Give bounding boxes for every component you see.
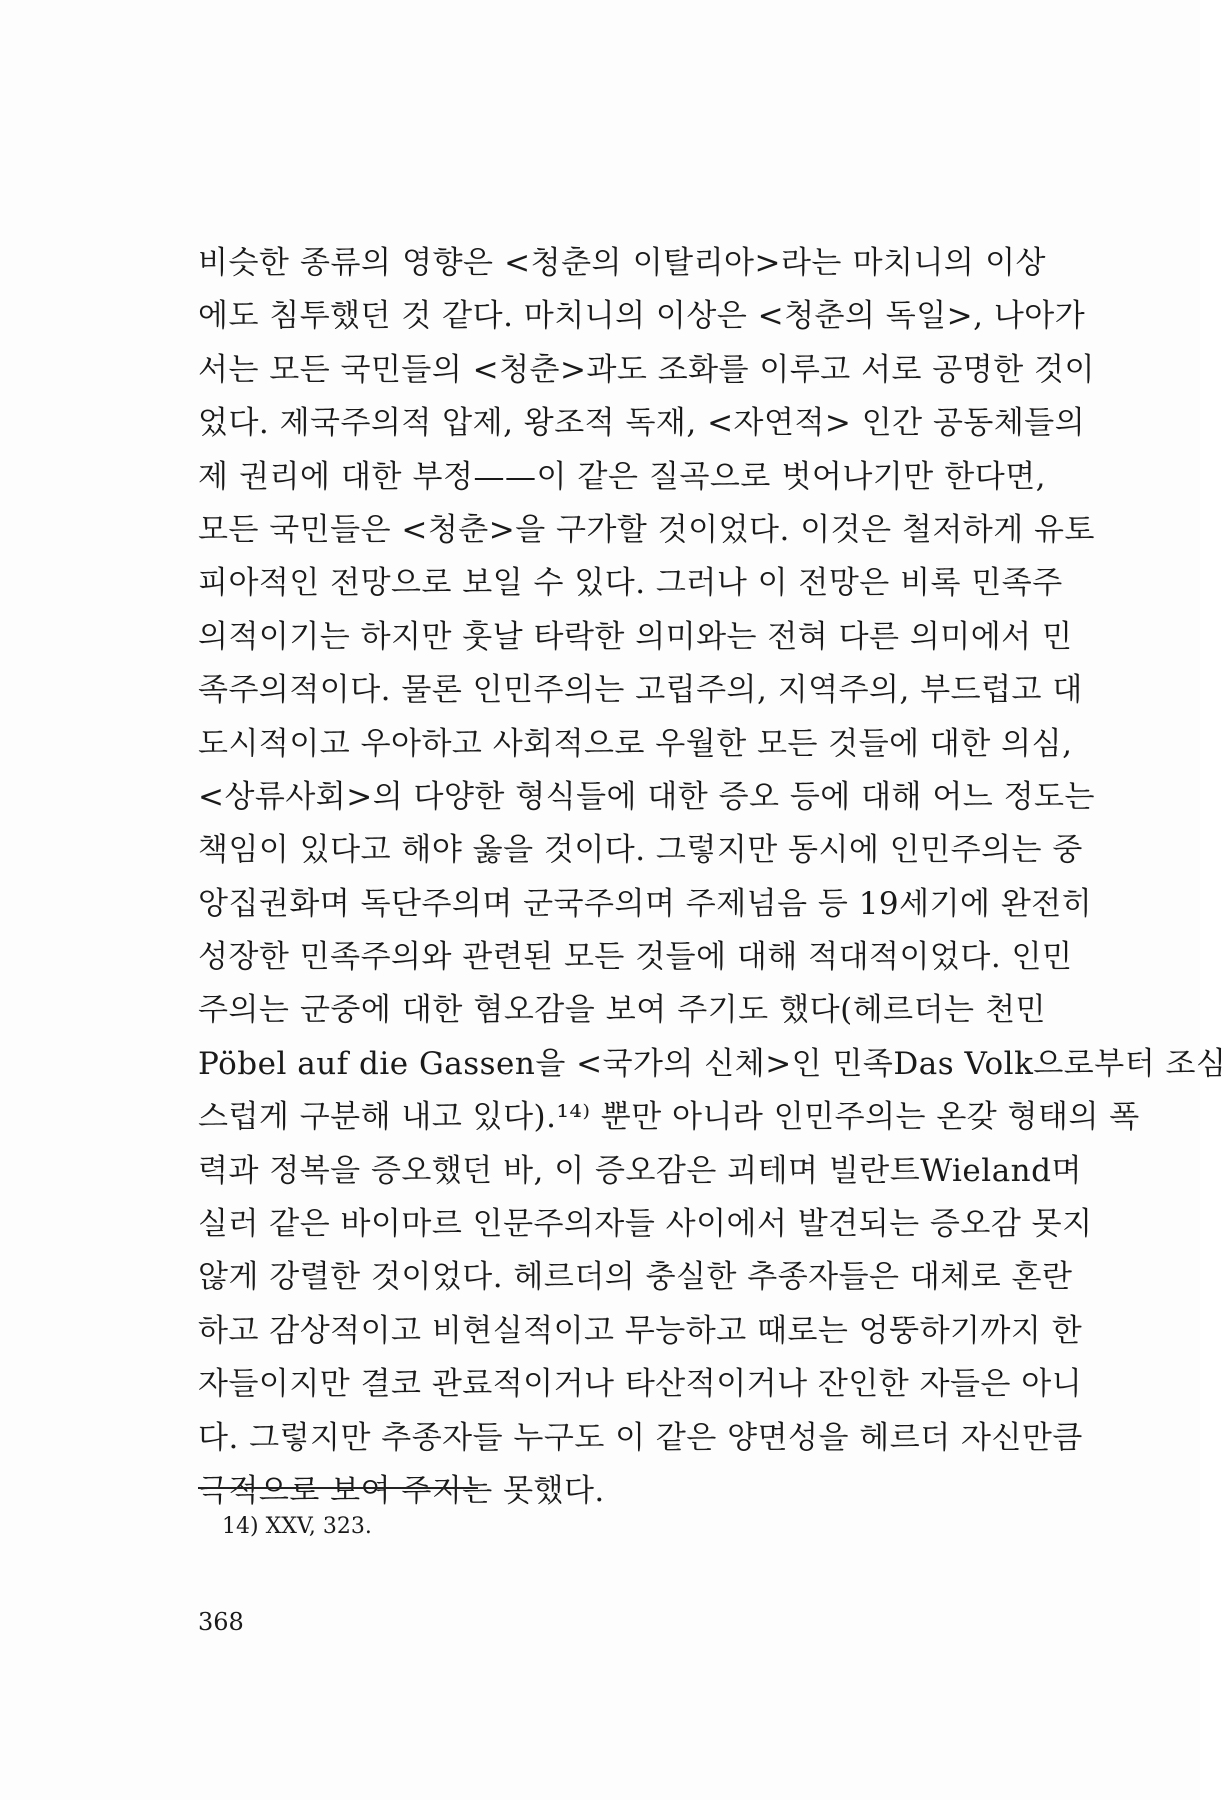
text-line: 모든 국민들은 <청춘>을 구가할 것이었다. 이것은 철저하게 유토	[198, 511, 1095, 548]
text-line: <상류사회>의 다양한 형식들에 대한 증오 등에 대해 어느 정도는	[198, 778, 1095, 815]
text-line: 에도 침투했던 것 같다. 마치니의 이상은 <청춘의 독일>, 나아가	[198, 298, 1086, 335]
text-line: 극적으로 보여 주지는 못했다.	[198, 1472, 605, 1509]
text-line: 다. 그렇지만 추종자들 누구도 이 같은 양면성을 헤르더 자신만큼	[198, 1419, 1083, 1456]
page-number: 368	[198, 1608, 244, 1636]
text-line: 도시적이고 우아하고 사회적으로 우월한 모든 것들에 대한 의심,	[198, 725, 1073, 762]
text-line: 자들이지만 결코 관료적이거나 타산적이거나 잔인한 자들은 아니	[198, 1366, 1083, 1403]
text-line: 책임이 있다고 해야 옳을 것이다. 그렇지만 동시에 인민주의는 중	[198, 832, 1083, 869]
text-line: 앙집권화며 독단주의며 군국주의며 주제넘음 등 19세기에 완전히	[198, 885, 1093, 922]
text-line: 성장한 민족주의와 관련된 모든 것들에 대해 적대적이었다. 인민	[198, 939, 1073, 976]
text-line: 주의는 군중에 대한 혐오감을 보여 주기도 했다(헤르더는 천민	[198, 992, 1046, 1029]
body-paragraph	[198, 237, 1226, 1518]
text-line: 스럽게 구분해 내고 있다).¹⁴⁾ 뿐만 아니라 인민주의는 온갖 형태의 폭	[198, 1099, 1140, 1136]
text-line: 의적이기는 하지만 훗날 타락한 의미와는 전혀 다른 의미에서 민	[198, 618, 1073, 655]
text-line: 하고 감상적이고 비현실적이고 무능하고 때로는 엉뚱하기까지 한	[198, 1312, 1083, 1349]
text-line: 않게 강렬한 것이었다. 헤르더의 충실한 추종자들은 대체로 혼란	[198, 1259, 1073, 1296]
text-line: 비슷한 종류의 영향은 <청춘의 이탈리아>라는 마치니의 이상	[198, 245, 1046, 281]
text-line: 서는 모든 국민들의 <청춘>과도 조화를 이루고 서로 공명한 것이	[198, 351, 1095, 388]
text-line: 족주의적이다. 물론 인민주의는 고립주의, 지역주의, 부드럽고 대	[198, 672, 1083, 709]
footnote: 14) XXV, 323.	[222, 1514, 372, 1539]
text-line: 피아적인 전망으로 보일 수 있다. 그러나 이 전망은 비록 민족주	[198, 565, 1063, 602]
text-line: 실러 같은 바이마르 인문주의자들 사이에서 발견되는 증오감 못지	[198, 1206, 1093, 1243]
text-line: 었다. 제국주의적 압제, 왕조적 독재, <자연적> 인간 공동체들의	[198, 405, 1086, 442]
text-line: Pöbel auf die Gassen을 <국가의 신체>인 민족Das Volk으로부터 조심	[198, 1045, 1226, 1082]
footnote-separator	[198, 1487, 478, 1489]
text-line: 제 권리에 대한 부정——이 같은 질곡으로 벗어나기만 한다면,	[198, 458, 1046, 495]
text-line: 력과 정복을 증오했던 바, 이 증오감은 괴테며 빌란트Wieland며	[198, 1152, 1082, 1189]
